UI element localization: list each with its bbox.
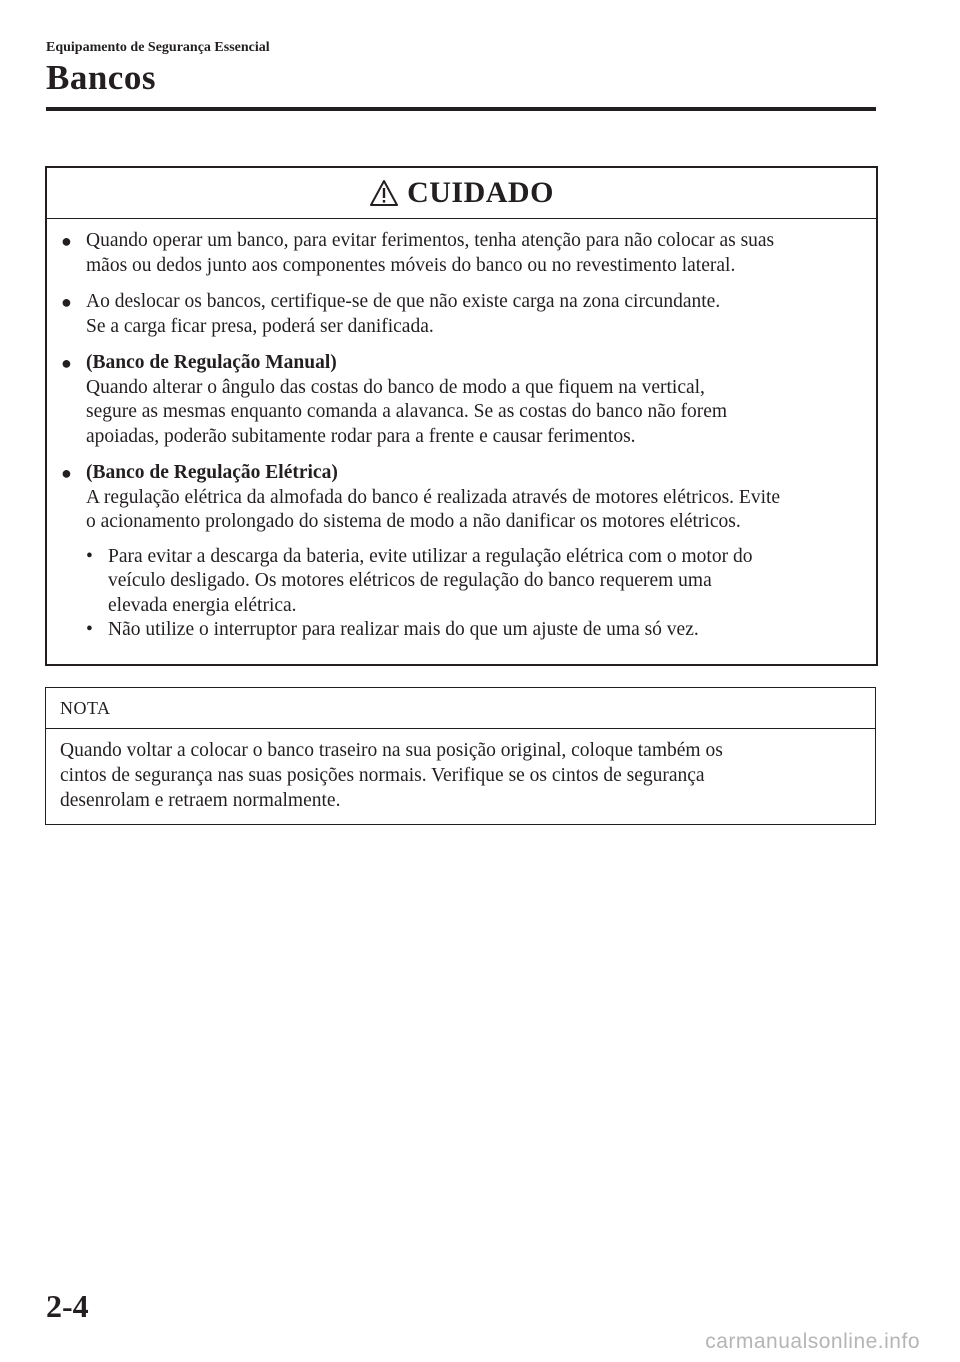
warning-triangle-icon: [369, 179, 399, 207]
item-line: o acionamento prolongado do sistema de modo a não danificar os motores elétricos.: [86, 511, 741, 532]
item-line: Quando alterar o ângulo das costas do banco de modo a que fiquem na vertical,: [86, 376, 705, 398]
caution-box: [45, 166, 878, 666]
page-number: 2-4: [46, 1288, 89, 1324]
watermark: carmanualsonline.info: [705, 1330, 920, 1353]
note-line: Quando voltar a colocar o banco traseiro na sua posição original, coloque também os: [60, 740, 723, 761]
item-line: apoiadas, poderão subitamente rodar para a frente e causar ferimentos.: [86, 425, 636, 447]
bullet-icon: ●: [61, 292, 72, 312]
caution-header: [47, 168, 876, 219]
sub-item: [86, 618, 862, 643]
item-line: Ao deslocar os bancos, certifique-se de que não existe carga na zona circundante.: [86, 291, 721, 312]
item-line: Se a carga ficar presa, poderá ser danificada.: [86, 315, 434, 337]
note-box: [45, 687, 876, 825]
caution-body: [47, 219, 876, 643]
item-title: (Banco de Regulação Elétrica): [86, 462, 338, 483]
caution-heading: CUIDADO: [407, 176, 554, 209]
sub-list: [86, 545, 862, 643]
item-line: A regulação elétrica da almofada do banco é realizada através de motores elétricos. Evite: [86, 486, 781, 508]
caution-item: [61, 461, 862, 643]
caution-item: [61, 351, 862, 449]
item-line: mãos ou dedos junto aos componentes móveis do banco ou no revestimento lateral.: [86, 254, 736, 276]
item-line: segure as mesmas enquanto comanda a alavanca. Se as costas do banco não forem: [86, 401, 728, 422]
section-label: Equipamento de Segurança Essencial: [46, 40, 270, 55]
sub-item: [86, 545, 862, 619]
sub-item-line: veículo desligado. Os motores elétricos de regulação do banco requerem uma: [108, 570, 712, 591]
caution-item: [61, 290, 862, 339]
sub-item-line: elevada energia elétrica.: [108, 594, 297, 616]
caution-item: [61, 229, 862, 278]
small-bullet-icon: •: [86, 545, 93, 567]
sub-item-line: Para evitar a descarga da bateria, evite utilizar a regulação elétrica com o motor do: [108, 545, 753, 567]
item-line: Quando operar um banco, para evitar ferimentos, tenha atenção para não colocar as suas: [86, 230, 775, 251]
small-bullet-icon: •: [86, 619, 93, 640]
note-line: cintos de segurança nas suas posições normais. Verifique se os cintos de segurança: [60, 765, 705, 786]
sub-item-line: Não utilize o interruptor para realizar mais do que um ajuste de uma só vez.: [108, 619, 699, 640]
note-body: [46, 729, 875, 813]
title-rule: [46, 107, 876, 111]
note-heading: NOTA: [46, 688, 875, 729]
note-line: desenrolam e retraem normalmente.: [60, 790, 341, 811]
bullet-icon: ●: [61, 463, 72, 483]
bullet-icon: ●: [61, 231, 72, 251]
bullet-icon: ●: [61, 353, 72, 373]
page-title: Bancos: [46, 58, 156, 97]
item-title: (Banco de Regulação Manual): [86, 352, 337, 373]
